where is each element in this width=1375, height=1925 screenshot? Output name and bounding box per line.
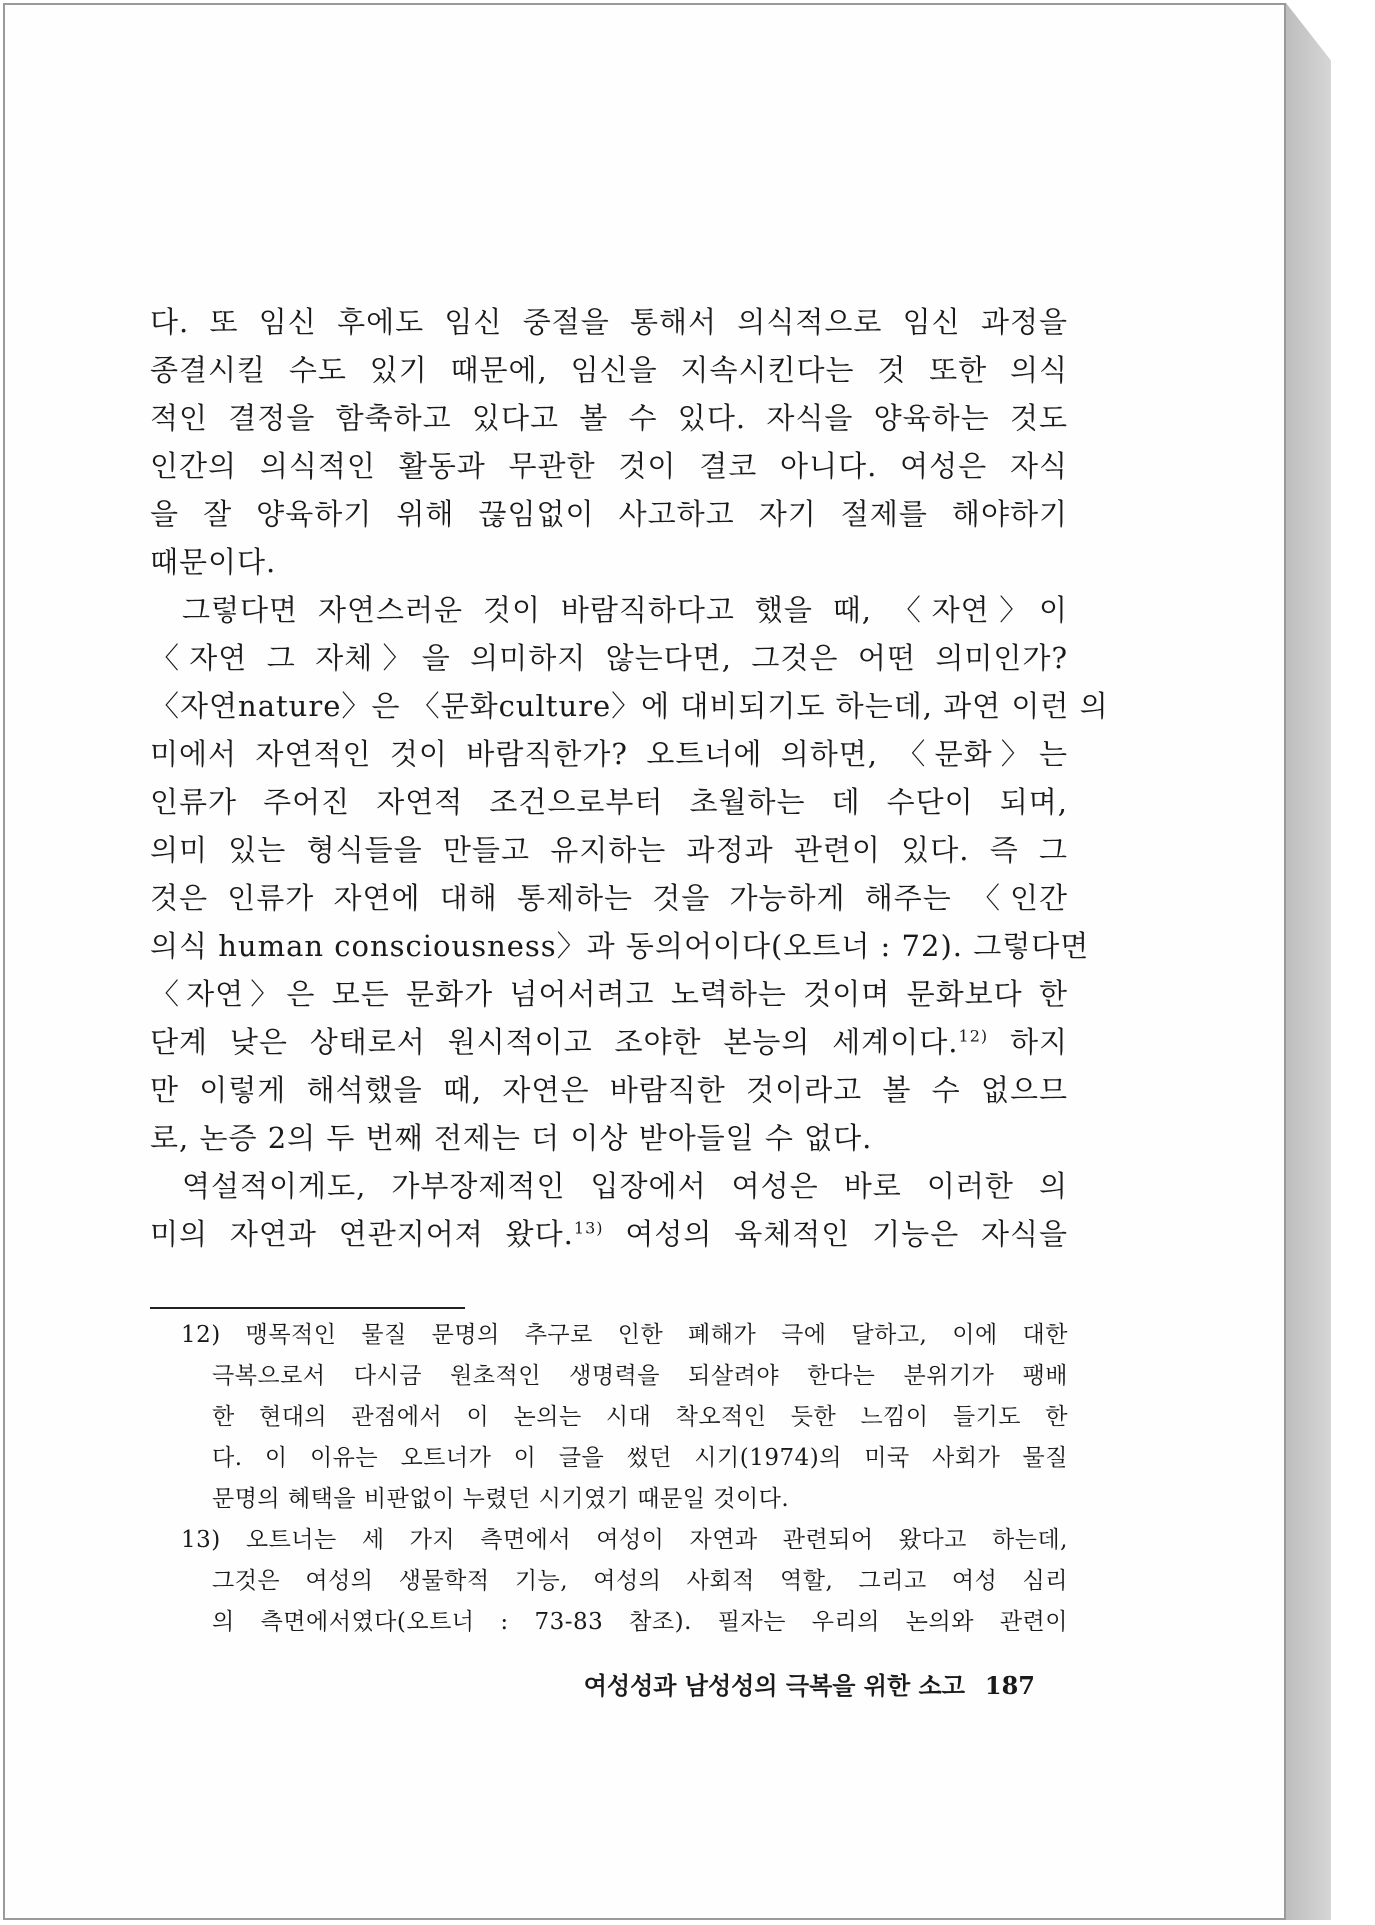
- running-title: 여성성과 남성성의 극복을 위한 소고: [583, 1671, 965, 1700]
- body-line-text: 〈자연nature〉은 〈문화culture〉에 대비되기도 하는데, 과연 이런 의: [150, 689, 1109, 723]
- footnote-marker: 13): [573, 1218, 604, 1238]
- body-line: [150, 1162, 1068, 1210]
- body-line: [150, 586, 1068, 634]
- body-text: [150, 298, 1109, 1258]
- footnote-rule: [150, 1307, 465, 1309]
- body-line: [150, 1114, 1068, 1162]
- body-line-text: 의식 human consciousness〉과 동의어이다(오트너 : 72). 그렇다면: [150, 929, 1090, 963]
- body-line: [150, 490, 1068, 538]
- footnote-line: 문명의 혜택을 비판없이 누렸던 시기였기 때문일 것이다.: [212, 1486, 790, 1512]
- body-line: [150, 778, 1068, 826]
- body-line-text: 인류가 주어진 자연적 조건으로부터 초월하는 데 수단이 되며,: [150, 785, 1068, 819]
- body-line-text: 로, 논증 2의 두 번째 전제는 더 이상 받아들일 수 없다.: [150, 1121, 873, 1155]
- footnote-line: 다. 이 이유는 오트너가 이 글을 썼던 시기(1974)의 미국 사회가 물질: [212, 1445, 1068, 1471]
- footnote-line: 극복으로서 다시금 원초적인 생명력을 되살려야 한다는 분위기가 팽배: [212, 1363, 1068, 1389]
- body-line-text: 다. 또 임신 후에도 임신 중절을 통해서 의식적으로 임신 과정을: [150, 305, 1068, 339]
- body-line-text: 여성의 육체적인 기능은 자식을: [603, 1217, 1069, 1251]
- body-line-text: 〈자연〉은 모든 문화가 넘어서려고 노력하는 것이며 문화보다 한: [150, 977, 1068, 1011]
- body-line: [150, 394, 1068, 442]
- footnote-line: 그것은 여성의 생물학적 기능, 여성의 사회적 역할, 그리고 여성 심리: [212, 1568, 1068, 1594]
- body-line-text: 것은 인류가 자연에 대해 통제하는 것을 가능하게 해주는 〈인간: [150, 881, 1068, 915]
- body-line: [150, 442, 1068, 490]
- body-line: [150, 826, 1068, 874]
- footnote-line: 13) 오트너는 세 가지 측면에서 여성이 자연과 관련되어 왔다고 하는데,: [181, 1527, 1068, 1553]
- running-footer: [535, 1666, 1035, 1701]
- footnote-line: 한 현대의 관점에서 이 논의는 시대 착오적인 듯한 느낌이 들기도 한: [212, 1404, 1068, 1430]
- body-line-text: 종결시킬 수도 있기 때문에, 임신을 지속시킨다는 것 또한 의식: [150, 353, 1068, 387]
- page-edge: [1286, 3, 1331, 1920]
- body-line-text: 을 잘 양육하기 위해 끊임없이 사고하고 자기 절제를 해야하기: [150, 497, 1068, 531]
- body-line: [150, 1018, 1068, 1066]
- page-number: 187: [984, 1671, 1035, 1700]
- body-line: [150, 922, 1090, 970]
- body-line: [150, 298, 1068, 346]
- body-line-text: 적인 결정을 함축하고 있다고 볼 수 있다. 자식을 양육하는 것도: [150, 401, 1068, 435]
- body-line: [150, 970, 1068, 1018]
- body-line-text: 〈자연 그 자체〉을 의미하지 않는다면, 그것은 어떤 의미인가?: [150, 641, 1068, 675]
- footnote-marker: 12): [958, 1026, 989, 1046]
- body-line-text: 하지: [988, 1025, 1068, 1059]
- footnotes: [181, 1315, 1068, 1643]
- body-line: [150, 1066, 1068, 1114]
- body-line: [150, 1210, 1068, 1258]
- body-line: [150, 346, 1068, 394]
- body-line-text: 의미 있는 형식들을 만들고 유지하는 과정과 관련이 있다. 즉 그: [150, 833, 1068, 867]
- footnote-line: 의 측면에서였다(오트너 : 73-83 참조). 필자는 우리의 논의와 관련이: [212, 1609, 1068, 1635]
- body-line-text: 미에서 자연적인 것이 바람직한가? 오트너에 의하면, 〈문화〉는: [150, 737, 1068, 771]
- body-line: [150, 682, 1109, 730]
- body-line: [150, 874, 1068, 922]
- body-line: [150, 538, 1068, 586]
- footnote-line: 12) 맹목적인 물질 문명의 추구로 인한 폐해가 극에 달하고, 이에 대한: [181, 1322, 1068, 1348]
- body-line-text: 인간의 의식적인 활동과 무관한 것이 결코 아니다. 여성은 자식: [150, 449, 1068, 483]
- body-line-text: 미의 자연과 연관지어져 왔다.: [150, 1217, 574, 1251]
- body-line: [150, 730, 1068, 778]
- body-line-text: 그렇다면 자연스러운 것이 바람직하다고 했을 때, 〈자연〉이: [182, 593, 1068, 627]
- body-line-text: 만 이렇게 해석했을 때, 자연은 바람직한 것이라고 볼 수 없으므: [150, 1073, 1068, 1107]
- body-line-text: 단계 낮은 상태로서 원시적이고 조야한 본능의 세계이다.: [150, 1025, 959, 1059]
- body-line-text: 역설적이게도, 가부장제적인 입장에서 여성은 바로 이러한 의: [182, 1169, 1068, 1203]
- body-line: [150, 634, 1068, 682]
- body-line-text: 때문이다.: [150, 545, 277, 579]
